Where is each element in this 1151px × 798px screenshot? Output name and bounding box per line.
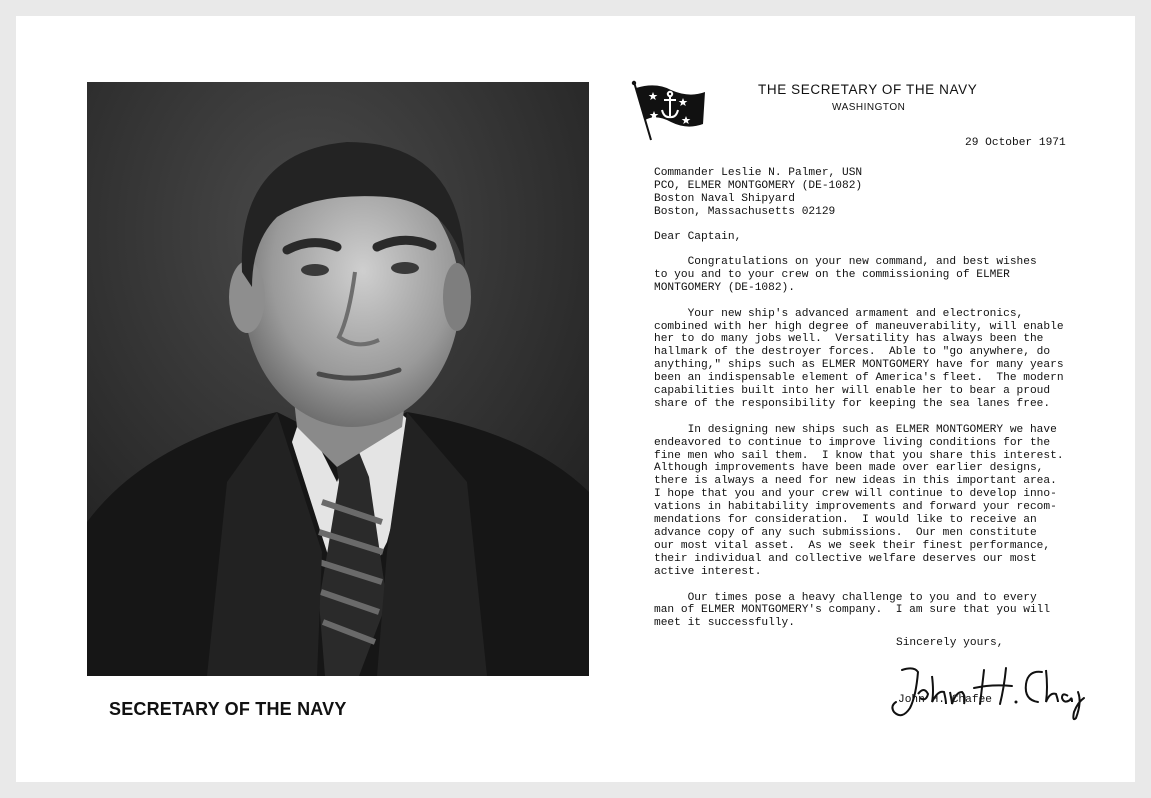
- letter-body: [654, 256, 1104, 643]
- text-line: man of ELMER MONTGOMERY's company. I am sure that you will: [654, 604, 1051, 617]
- text-line: Our times pose a heavy challenge to you and to every: [654, 591, 1037, 604]
- handwritten-signature: [888, 662, 1088, 724]
- text-line: our most vital asset. As we seek their finest performance,: [654, 539, 1051, 552]
- text-line: Congratulations on your new command, and best wishes: [654, 256, 1037, 268]
- text-line: endeavored to continue to improve living conditions for the: [654, 436, 1051, 449]
- text-line: advance copy of any such submissions. Our men constitute: [654, 527, 1037, 539]
- text-line: capabilities built into her will enable her to bear a proud: [654, 385, 1051, 398]
- paragraph-challenge: [654, 592, 1104, 631]
- text-line: her to do many jobs well. Versatility has always been the: [654, 333, 1044, 346]
- typed-signatory-name: John H. Chafee: [898, 694, 992, 706]
- salutation: Dear Captain,: [654, 231, 742, 243]
- text-line: Your new ship's advanced armament and electronics,: [654, 307, 1024, 320]
- text-line: hallmark of the destroyer forces. Able to "go anywhere, do: [654, 346, 1051, 359]
- text-line: I hope that you and your crew will continue to develop inno-: [654, 488, 1057, 501]
- portrait-photo: [87, 82, 589, 676]
- secretary-navy-flag-icon: [631, 80, 707, 142]
- text-line: anything," ships such as ELMER MONTGOMERY have for many years: [654, 359, 1064, 372]
- photo-caption: SECRETARY OF THE NAVY: [109, 699, 347, 719]
- text-line: combined with her high degree of maneuverability, will enable: [654, 320, 1064, 333]
- text-line: mendations for consideration. I would like to receive an: [654, 514, 1037, 527]
- letter-date: 29 October 1971: [965, 137, 1066, 149]
- text-line: meet it successfully.: [654, 617, 795, 630]
- text-line: active interest.: [654, 565, 762, 578]
- address-line: PCO, ELMER MONTGOMERY (DE-1082): [654, 179, 863, 192]
- letterhead-title: THE SECRETARY OF THE NAVY: [758, 82, 978, 97]
- text-line: share of the responsibility for keeping the sea lanes free.: [654, 397, 1051, 410]
- text-line: to you and to your crew on the commissioning of ELMER: [654, 268, 1010, 281]
- paragraph-habitability: [654, 424, 1104, 579]
- text-line: their individual and collective welfare deserves our most: [654, 552, 1037, 565]
- text-line: MONTGOMERY (DE-1082).: [654, 281, 795, 294]
- text-line: been an indispensable element of America's fleet. The modern: [654, 372, 1064, 385]
- document-sheet: [16, 16, 1135, 782]
- text-line: there is always a need for new ideas in this important area.: [654, 475, 1057, 488]
- paragraph-armament: [654, 308, 1104, 411]
- address-line: Boston Naval Shipyard: [654, 192, 795, 205]
- closing: Sincerely yours,: [896, 637, 1004, 649]
- text-line: fine men who sail them. I know that you share this interest.: [654, 449, 1064, 462]
- text-line: vations in habitability improvements and forward your recom-: [654, 501, 1057, 514]
- text-line: In designing new ships such as ELMER MONTGOMERY we have: [654, 423, 1057, 436]
- recipient-address: [654, 167, 862, 219]
- address-line: Commander Leslie N. Palmer, USN: [654, 167, 863, 179]
- address-line: Boston, Massachusetts 02129: [654, 205, 836, 218]
- letterhead-location: WASHINGTON: [832, 102, 906, 113]
- paragraph-congratulations: [654, 256, 1104, 295]
- text-line: Although improvements have been made over earlier designs,: [654, 462, 1044, 475]
